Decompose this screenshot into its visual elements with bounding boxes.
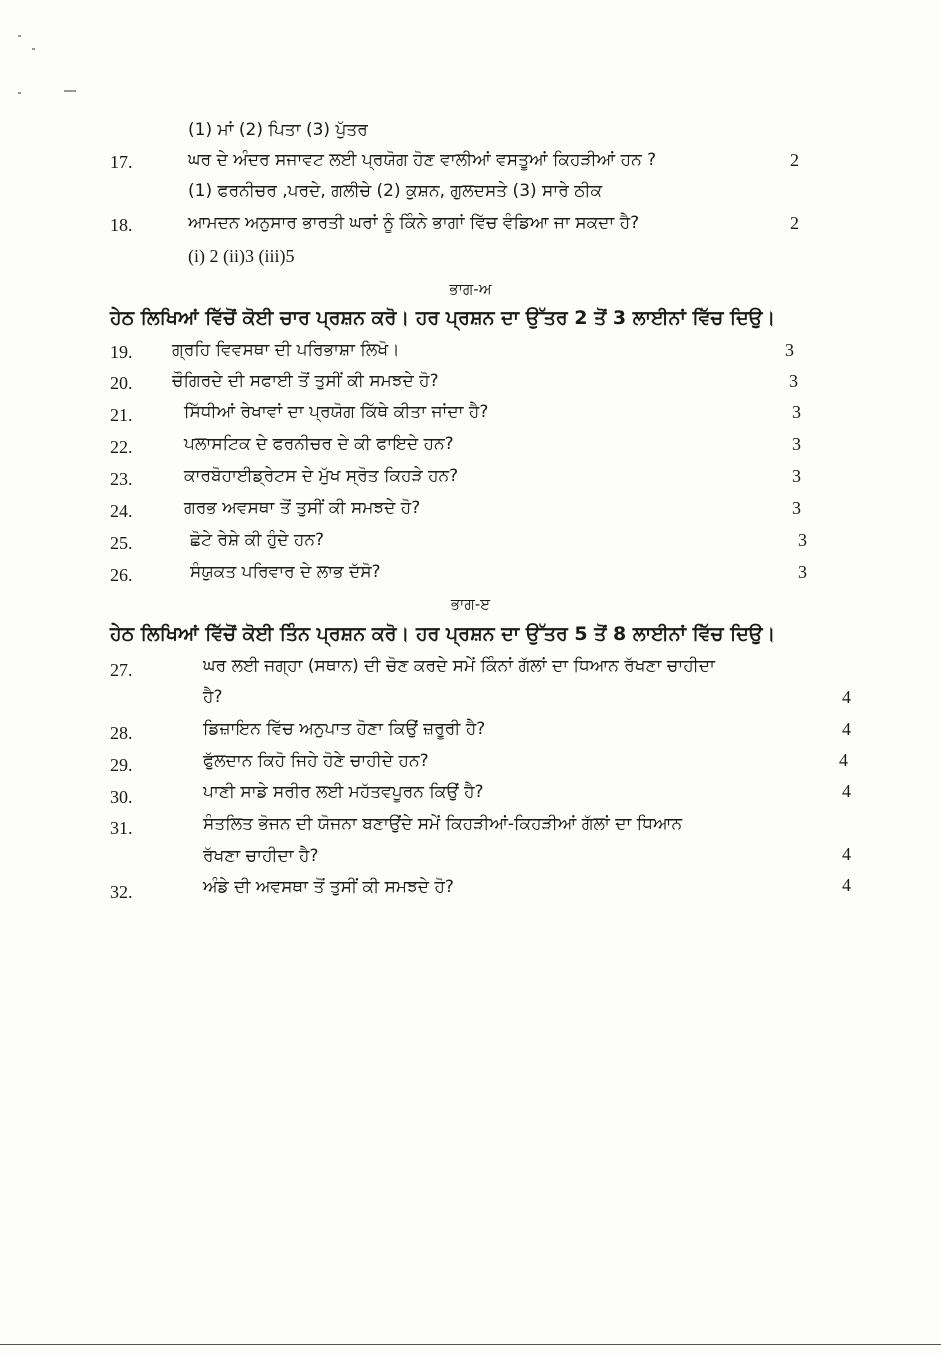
question-text: ਪਾਣੀ ਸਾਡੇ ਸਰੀਰ ਲਈ ਮਹੱਤਵਪੂਰਨ ਕਿਉਂ ਹੈ? [203, 782, 484, 802]
question-marks: 4 [842, 875, 851, 895]
question-options: (i) 2 (ii)3 (iii)5 [188, 246, 295, 266]
question-marks: 4 [842, 719, 851, 739]
question-marks: 4 [842, 844, 851, 864]
question-marks: 3 [792, 498, 801, 518]
question-number: 21. [110, 405, 133, 425]
question-number: 20. [110, 373, 133, 393]
question-text: ਛੋਟੇ ਰੇਸ਼ੇ ਕੀ ਹੁੰਦੇ ਹਨ? [190, 530, 325, 550]
question-number: 29. [110, 755, 133, 775]
question-marks: 3 [789, 371, 798, 391]
question-marks: 3 [785, 340, 794, 360]
question-marks: 2 [790, 213, 799, 233]
question-marks: 3 [798, 530, 807, 550]
question-text: ਡਿਜ਼ਾਇਨ ਵਿੱਚ ਅਨੁਪਾਤ ਹੋਣਾ ਕਿਉਂ ਜ਼ਰੂਰੀ ਹੈ? [203, 719, 486, 739]
page-bottom-edge [0, 1344, 941, 1345]
question-text: ਗਰਭ ਅਵਸਥਾ ਤੋਂ ਤੁਸੀਂ ਕੀ ਸਮਝਦੇ ਹੋ? [184, 498, 421, 518]
question-text: ਘਰ ਦੇ ਅੰਦਰ ਸਜਾਵਟ ਲਈ ਪ੍ਰਯੋਗ ਹੋਣ ਵਾਲੀਆਂ ਵਸਤੂਆਂ ਕਿਹੜੀਆਂ ਹਨ ? [188, 150, 657, 170]
question-number: 27. [110, 660, 133, 680]
question-text: ਅੰਡੇ ਦੀ ਅਵਸਥਾ ਤੋਂ ਤੁਸੀਂ ਕੀ ਸਮਝਦੇ ਹੋ? [203, 877, 454, 897]
question-text: ਪਲਾਸਟਿਕ ਦੇ ਫਰਨੀਚਰ ਦੇ ਕੀ ਫਾਇਦੇ ਹਨ? [184, 434, 454, 454]
question-number: 24. [110, 501, 133, 521]
question-number: 18. [110, 215, 133, 235]
question-text: ਘਰ ਲਈ ਜਗ੍ਹਾ (ਸਥਾਨ) ਦੀ ਚੋਣ ਕਰਦੇ ਸਮੇਂ ਕਿੰਨਾਂ ਗੱਲਾਂ ਦਾ ਧਿਆਨ ਰੱਖਣਾ ਚਾਹੀਦਾ [203, 656, 715, 676]
question-marks: 4 [839, 750, 848, 770]
question-marks: 3 [798, 562, 807, 582]
question-marks: 3 [792, 434, 801, 454]
question-text: ਆਮਦਨ ਅਨੁਸਾਰ ਭਾਰਤੀ ਘਰਾਂ ਨੂੰ ਕਿੰਨੇ ਭਾਗਾਂ ਵਿੱਚ ਵੰਡਿਆ ਜਾ ਸਕਦਾ ਹੈ? [188, 213, 640, 233]
question-marks: 4 [842, 687, 851, 707]
question-number: 31. [110, 818, 133, 838]
section-a-instructions: ਹੇਠ ਲਿਖਿਆਂ ਵਿੱਚੋਂ ਕੋਈ ਚਾਰ ਪ੍ਰਸ਼ਨ ਕਰੋ। ਹਰ ਪ੍ਰਸ਼ਨ ਦਾ ਉੱਤਰ 2 ਤੋਂ 3 ਲਾਈਨਾਂ ਵਿੱਚ ਦਿਉ। [110, 307, 776, 329]
question-text-continued: ਹੈ? [203, 687, 223, 707]
question-marks: 2 [790, 150, 799, 170]
q16-options: (1) ਮਾਂ (2) ਪਿਤਾ (3) ਪੁੱਤਰ [188, 120, 368, 140]
question-number: 22. [110, 437, 133, 457]
question-number: 19. [110, 342, 133, 362]
question-text: ਫੁੱਲਦਾਨ ਕਿਹੋ ਜਿਹੇ ਹੋਣੇ ਚਾਹੀਦੇ ਹਨ? [203, 751, 429, 771]
question-number: 26. [110, 565, 133, 585]
question-text: ਸਿੱਧੀਆਂ ਰੇਖਾਵਾਂ ਦਾ ਪ੍ਰਯੋਗ ਕਿੱਥੇ ਕੀਤਾ ਜਾਂਦਾ ਹੈ? [184, 402, 489, 422]
question-options: (1) ਫਰਨੀਚਰ ,ਪਰਦੇ, ਗਲੀਚੇ (2) ਕੁਸ਼ਨ, ਗੁਲਦਸਤੇ (3) ਸਾਰੇ ਠੀਕ [188, 181, 603, 201]
question-number: 28. [110, 723, 133, 743]
question-text: ਚੌਗਿਰਦੇ ਦੀ ਸਫਾਈ ਤੋਂ ਤੁਸੀਂ ਕੀ ਸਮਝਦੇ ਹੋ? [172, 371, 439, 391]
question-number: 25. [110, 533, 133, 553]
question-number: 32. [110, 882, 133, 902]
question-marks: 4 [842, 781, 851, 801]
question-text-continued: ਰੱਖਣਾ ਚਾਹੀਦਾ ਹੈ? [203, 846, 319, 866]
question-number: 30. [110, 787, 133, 807]
question-marks: 3 [792, 466, 801, 486]
question-number: 17. [110, 152, 133, 172]
question-text: ਕਾਰਬੋਹਾਈਡ੍ਰੇਟਸ ਦੇ ਮੁੱਖ ਸ੍ਰੋਤ ਕਿਹੜੇ ਹਨ? [184, 466, 459, 486]
section-e-title: ਭਾਗ-ੲ [450, 595, 491, 613]
question-text: ਸੰਯੁਕਤ ਪਰਿਵਾਰ ਦੇ ਲਾਭ ਦੱਸੋ? [190, 562, 381, 582]
section-e-instructions: ਹੇਠ ਲਿਖਿਆਂ ਵਿੱਚੋਂ ਕੋਈ ਤਿੰਨ ਪ੍ਰਸ਼ਨ ਕਰੋ। ਹਰ ਪ੍ਰਸ਼ਨ ਦਾ ਉੱਤਰ 5 ਤੋਂ 8 ਲਾਈਨਾਂ ਵਿੱਚ ਦਿਉ। [110, 623, 776, 645]
question-text: ਗ੍ਰਹਿ ਵਿਵਸਥਾ ਦੀ ਪਰਿਭਾਸ਼ਾ ਲਿਖੋ। [172, 340, 400, 360]
question-text: ਸੰਤਲਿਤ ਭੋਜਨ ਦੀ ਯੋਜਨਾ ਬਣਾਉਂਦੇ ਸਮੇਂ ਕਿਹੜੀਆਂ-ਕਿਹੜੀਆਂ ਗੱਲਾਂ ਦਾ ਧਿਆਨ [203, 814, 683, 834]
question-marks: 3 [792, 402, 801, 422]
question-number: 23. [110, 469, 133, 489]
section-a-title: ਭਾਗ-ਅ [449, 280, 492, 298]
